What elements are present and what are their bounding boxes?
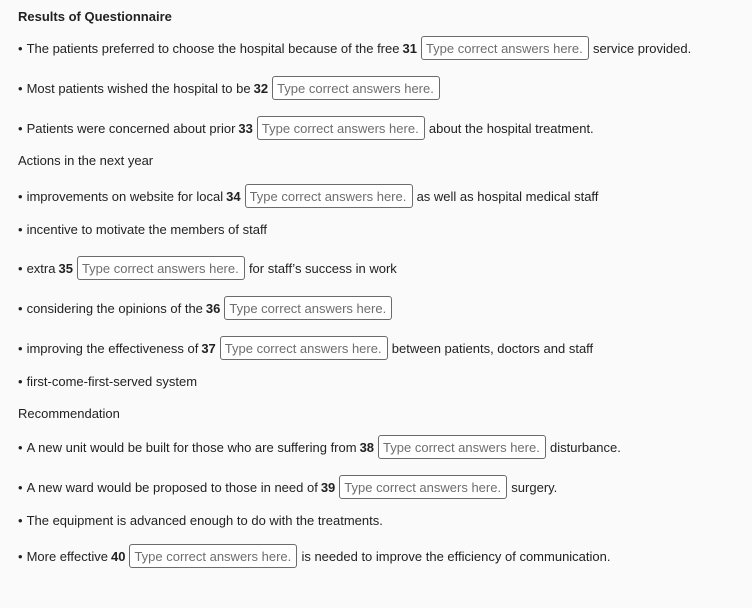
question-34-number: 34 [226, 188, 241, 204]
question-34-row [18, 184, 752, 208]
question-39-number: 39 [320, 479, 336, 495]
question-39-text-after: surgery. [511, 479, 558, 495]
bullet: • [18, 512, 23, 528]
question-39-row [18, 475, 752, 499]
bullet: • [18, 479, 23, 495]
question-32-row [18, 76, 752, 100]
answer-32-input[interactable] [272, 76, 440, 100]
question-33-text-before: Patients were concerned about prior [26, 120, 236, 136]
bullet: • [18, 300, 23, 316]
question-33-text-after: about the hospital treatment. [428, 120, 594, 136]
question-36-text-before: considering the opinions of the [26, 300, 203, 316]
question-36-row [18, 296, 752, 320]
answer-36-input[interactable] [224, 296, 392, 320]
answer-33-input[interactable] [257, 116, 425, 140]
bullet: • [18, 80, 23, 96]
question-32-text-before: Most patients wished the hospital to be [26, 80, 251, 96]
question-31-text-before: The patients preferred to choose the hospital because of the free [26, 40, 400, 56]
fcfs-text: first-come-first-served system [26, 373, 198, 389]
question-37-text-after: between patients, doctors and staff [391, 340, 594, 356]
equipment-text: The equipment is advanced enough to do with the treatments. [26, 512, 383, 528]
question-33-number: 33 [238, 120, 253, 136]
page-title: Results of Questionnaire [18, 9, 172, 24]
incentive-row [18, 220, 752, 238]
question-37-text-before: improving the effectiveness of [26, 340, 199, 356]
question-36-number: 36 [205, 300, 221, 316]
bullet: • [18, 439, 23, 455]
bullet: • [18, 40, 23, 56]
question-39-text-before: A new ward would be proposed to those in need of [26, 479, 318, 495]
answer-35-input[interactable] [77, 256, 245, 280]
question-32-number: 32 [253, 80, 269, 96]
bullet: • [18, 340, 23, 356]
question-31-text-after: service provided. [592, 40, 692, 56]
question-38-text-after: disturbance. [550, 439, 621, 455]
question-35-text-after: for staff’s success in work [248, 260, 397, 276]
section-heading-actions: Actions in the next year [18, 153, 154, 168]
question-40-row [18, 544, 752, 568]
bullet: • [18, 548, 23, 564]
bullet: • [18, 221, 23, 237]
question-37-row [18, 336, 752, 360]
section-heading-recommendation: Recommendation [18, 406, 120, 421]
question-35-text-before: extra [26, 260, 56, 276]
question-40-text-after: is needed to improve the efficiency of communication. [301, 548, 611, 564]
bullet: • [18, 373, 23, 389]
fcfs-row [18, 372, 752, 390]
question-31-number: 31 [402, 40, 417, 56]
answer-37-input[interactable] [220, 336, 388, 360]
question-34-text-before: improvements on website for local [26, 188, 224, 204]
question-37-number: 37 [201, 340, 216, 356]
question-35-row [18, 256, 752, 280]
question-35-number: 35 [58, 260, 73, 276]
question-38-text-before: A new unit would be built for those who are suffering from [26, 439, 357, 455]
question-34-text-after: as well as hospital medical staff [416, 188, 599, 204]
bullet: • [18, 188, 23, 204]
answer-38-input[interactable] [378, 435, 546, 459]
answer-39-input[interactable] [339, 475, 507, 499]
bullet: • [18, 260, 23, 276]
question-38-number: 38 [359, 439, 375, 455]
answer-31-input[interactable] [421, 36, 589, 60]
equipment-row [18, 511, 752, 529]
incentive-text: incentive to motivate the members of staff [26, 221, 267, 237]
answer-40-input[interactable] [129, 544, 297, 568]
question-33-row [18, 116, 752, 140]
question-40-number: 40 [110, 548, 126, 564]
question-38-row [18, 435, 752, 459]
bullet: • [18, 120, 23, 136]
answer-34-input[interactable] [245, 184, 413, 208]
question-31-row [18, 36, 752, 60]
question-40-text-before: More effective [26, 548, 108, 564]
